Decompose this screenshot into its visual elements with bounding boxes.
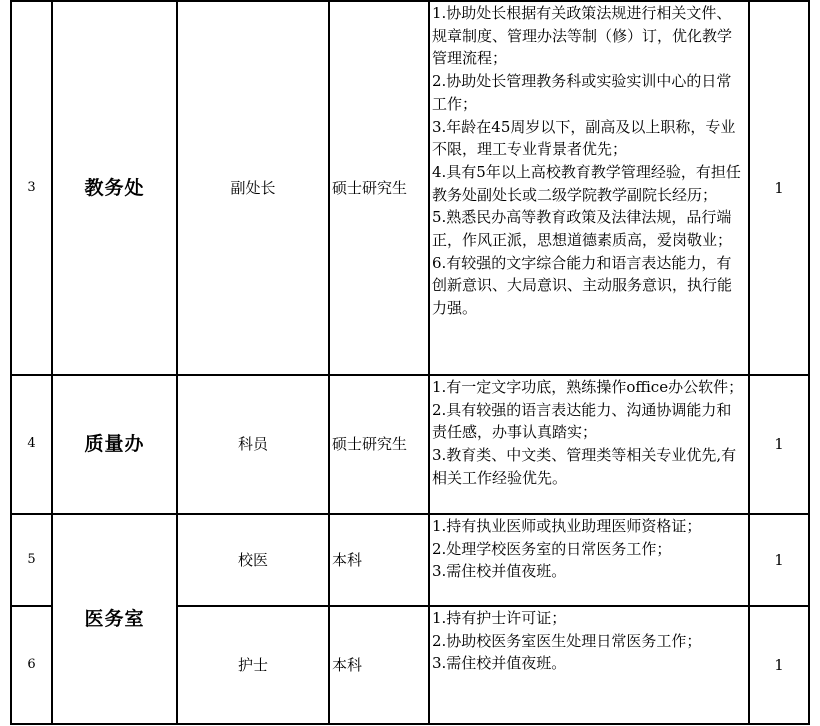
count-cell: 1	[749, 1, 809, 375]
table-row	[11, 375, 809, 514]
requirement-item: 1.协助处长根据有关政策法规进行相关文件、规章制度、管理办法等制（修）订，优化教学管理流程；	[432, 4, 733, 68]
requirement-item: 1.持有护士许可证；	[432, 609, 567, 627]
row-number: 5	[11, 514, 52, 606]
table-row	[11, 514, 809, 606]
requirement-item: 1.有一定文字功底，熟练操作office办公软件；	[432, 378, 744, 396]
count-cell: 1	[749, 514, 809, 606]
count-cell: 1	[749, 375, 809, 514]
requirement-item: 3.年龄在45周岁以下，副高及以上职称，专业不限，理工专业背景者优先；	[432, 117, 736, 159]
row-number: 3	[11, 1, 52, 375]
requirement-item: 2.具有较强的语言表达能力、沟通协调能力和责任感，办事认真踏实；	[432, 400, 732, 442]
requirement-item: 3.教育类、中文类、管理类等相关专业优先,有相关工作经验优先。	[432, 446, 737, 487]
requirement-item: 2.处理学校医务室的日常医务工作；	[432, 539, 672, 558]
requirement-item: 3.需住校并值夜班。	[432, 654, 567, 673]
education-cell: 本科	[329, 606, 429, 724]
requirements-cell	[429, 606, 749, 724]
position-cell: 护士	[177, 606, 329, 724]
position-cell: 科员	[177, 375, 329, 514]
requirements-cell	[429, 1, 749, 375]
requirement-item: 2.协助处长管理教务科或实验实训中心的日常工作；	[432, 72, 732, 113]
position-cell: 校医	[177, 514, 329, 606]
recruitment-table	[10, 0, 810, 725]
table-row	[11, 1, 809, 375]
requirement-item: 4.具有5年以上高校教育教学管理经验，有担任教务处副处长或二级学院教学副院长经历；	[432, 162, 741, 204]
requirement-item: 1.持有执业医师或执业助理医师资格证；	[432, 517, 702, 535]
requirement-item: 3.需住校并值夜班。	[432, 562, 567, 581]
position-cell: 副处长	[177, 1, 329, 375]
education-cell: 硕士研究生	[329, 1, 429, 375]
row-number: 6	[11, 606, 52, 724]
education-cell: 硕士研究生	[329, 375, 429, 514]
department-cell: 质量办	[52, 375, 177, 514]
education-cell: 本科	[329, 514, 429, 606]
requirement-item: 2.协助校医务室医生处理日常医务工作；	[432, 631, 702, 650]
requirements-cell	[429, 514, 749, 606]
requirement-item: 6.有较强的文字综合能力和语言表达能力，有创新意识、大局意识、主动服务意识，执行能力强。	[432, 253, 733, 318]
department-cell: 教务处	[52, 1, 177, 375]
count-cell: 1	[749, 606, 809, 724]
requirements-cell	[429, 375, 749, 514]
row-number: 4	[11, 375, 52, 514]
department-cell: 医务室	[52, 514, 177, 724]
requirement-item: 5.熟悉民办高等教育政策及法律法规，品行端正，作风正派，思想道德素质高，爱岗敬业；	[432, 208, 733, 250]
